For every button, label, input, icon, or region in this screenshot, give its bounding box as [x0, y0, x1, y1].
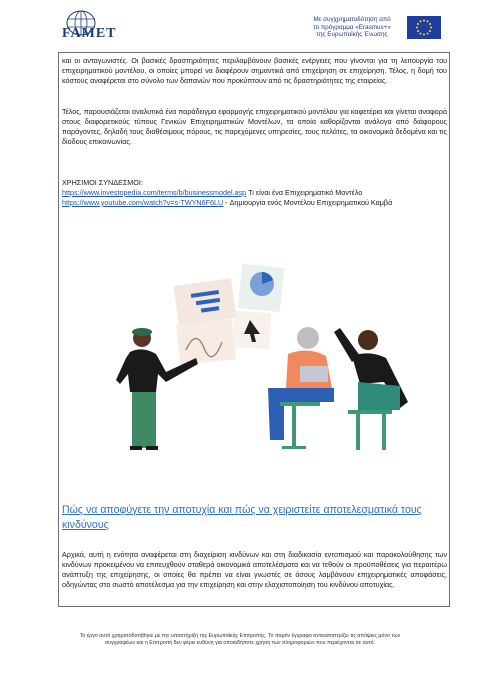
famet-logo — [62, 10, 122, 46]
investopedia-link[interactable]: https://www.investopedia.com/terms/b/businessmodel.asp — [62, 187, 247, 197]
paragraph-1: και οι ανταγωνιστές. Οι βασικές δραστηριότητες περιλαμβάνουν βασικές ενέργειες που γίνονται για τη λειτουργία του επιχειρηματικού μοντέλου, οι οποίες μπορεί να διαφέρουν σημαντικά από επιχείρηση σε επιχείρηση. Τέλος, η δομή του κόστους αναφέρεται στο σύνολο των δαπανών που προκύπτουν από τις δραστηριότητες της εταιρείας. — [62, 56, 447, 85]
page-header — [0, 0, 480, 52]
logo-text: FAMET — [62, 26, 117, 41]
links-title: ΧΡΗΣΙΜΟΙ ΣΥΝΔΕΣΜΟΙ: — [62, 178, 143, 187]
link-1-line: https://www.investopedia.com/terms/b/businessmodel.asp Τι είναι ένα Επιχειρηματικό Μοντέλο — [62, 187, 363, 197]
paragraph-2: Τέλος, παρουσιάζεται αναλυτικά ένα παράδειγμα εφαρμογής επιχειρηματικού μοντέλου για καφετέρια και γίνεται αναφορά στους διαφορετικούς τύπους Γενικών Επιχειρηματικών Μοντέλων, τα οποία καθορίζονται ανάλογα από διάφορους παράγοντες, δηλαδή τους διαθέσιμους πόρους, τις παρεχόμενες υπηρεσίες, τους πελάτες, τα οικονομικά δεδομένα και τις δίοδους επικοινωνίας. — [62, 107, 447, 146]
eu-flag-icon — [407, 16, 441, 39]
paragraph-3: Αρχικά, αυτή η ενότητα αναφέρεται στη διαχείριση κινδύνων και στη διαδικασία εντοπισμού και παρακολούθησης των κινδύνων προκειμένου να επιτευχθούν σταθερά οικονομικά αποτελέσματα και να τεθούν οι προϋποθέσεις για περαιτέρω ανάπτυξη της επιχείρησης, οι οποίες θα πρέπει να είναι γνωστές σε όσους λαμβάνουν επιχειρηματικές αποφάσεις, οδηγώντας στο σωστό αποτέλεσμα για την επιχείρηση και στην ελαχιστοποίηση του κινδύνου αποτυχίας. — [62, 550, 447, 589]
eu-funding-text: Με συγχρηματοδότηση από το πρόγραμμα «Erasmus+» της Ευρωπαϊκής Ένωσης — [313, 16, 391, 38]
business-team-illustration — [108, 262, 438, 482]
useful-links — [62, 178, 447, 208]
page-footer: Το έργο αυτό χρηματοδοτήθηκε με την υποστήριξη της Ευρωπαϊκής Επιτροπής. Το παρόν έγγραφο αντικατοπτρίζει τις απόψεις μόνο των συγγραφέων και η Επιτροπή δεν φέρει ευθύνη για οποιαδήποτε χρήση των πληροφοριών που περιέχονται σε αυτό. — [79, 633, 401, 647]
link-2-line: https://www.youtube.com/watch?v=s-TWYN6F6LU - Δημιουργία ενός Μοντέλου Επιχειρηματικού Καμβά — [62, 197, 393, 207]
section-heading: Πώς να αποφύγετε την αποτυχία και πώς να χειριστείτε αποτελεσματικά τους κινδύνους — [62, 504, 422, 531]
youtube-link[interactable]: https://www.youtube.com/watch?v=s-TWYN6F6LU — [62, 197, 224, 207]
